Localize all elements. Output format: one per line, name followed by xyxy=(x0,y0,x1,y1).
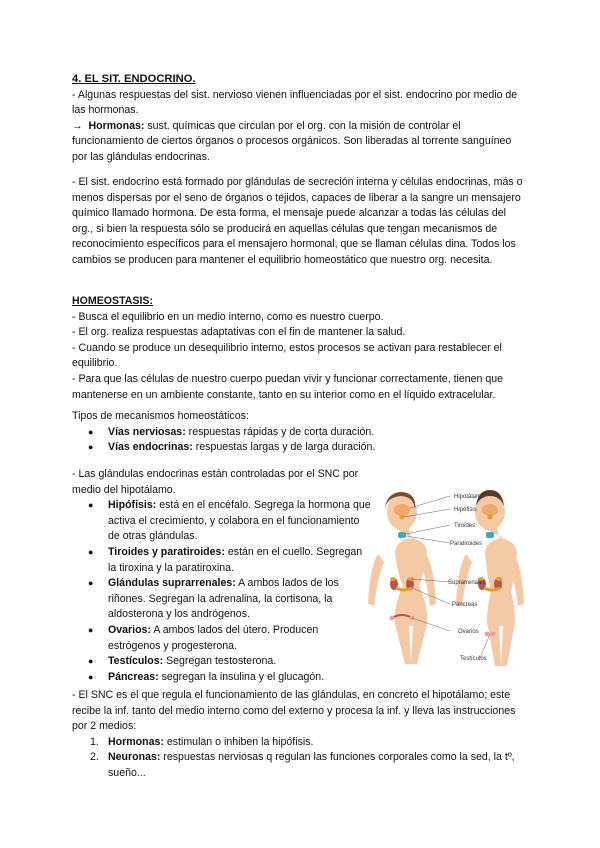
endocrine-diagram xyxy=(362,484,530,674)
sistema-section xyxy=(72,175,527,269)
label-hipotalamo: Hipotálamo xyxy=(454,494,485,500)
list-item: ● Ovarios: A ambos lados del útero. Producen estrógenos y progesterona. xyxy=(72,623,372,654)
list-item: ● Hipófisis: está en el encéfalo. Segrega la hormona que activa el crecimiento, y colabora en el funcionamiento de otras glándulas. xyxy=(72,498,372,545)
glandulas-list xyxy=(72,498,372,685)
snc-intro: - El SNC es el que regula el funcionamiento de las glándulas, en concreto el hipotálamo; este recibe la inf. tanto del medio interno como del externo y procesa la inf. y lleva las instrucciones por 2 medios: xyxy=(72,689,516,733)
homeostasis-line: - Busca el equilibrio en un medio interno, como es nuestro cuerpo. xyxy=(72,310,384,323)
label-hipofisis: Hipófisis xyxy=(454,507,477,513)
label-testiculos: Testículos xyxy=(460,656,487,662)
hormonas-text: sust. químicas que circulan por el org. con la misión de controlar el funcionamiento de ciertos órganos o procesos orgánicos. Son liberadas al torrente sanguíneo por las glándulas endocrinas. xyxy=(72,119,512,163)
label-tiroides: Tiroides xyxy=(454,523,476,529)
list-item: ● Glándulas suprarrenales: A ambos lados de los riñones. Segregan la adrenalina, la cortisona, la aldosterona y los andrógenos. xyxy=(72,576,372,623)
list-item: ● Páncreas: segregan la insulina y el glucagón. xyxy=(72,670,372,686)
glandulas-intro: - Las glándulas endocrinas están controladas por el SNC por medio del hipotálamo. xyxy=(72,468,359,496)
list-item: ● Tiroides y paratiroides: están en el cuello. Segregan la tiroxina y la paratiroxina. xyxy=(72,545,372,576)
list-item: ● Vías nerviosas: respuestas rápidas y de corta duración. xyxy=(72,425,527,441)
mecanismos-heading: Tipos de mecanismos homeostáticos: xyxy=(72,410,249,422)
homeostasis-heading: HOMEOSTASIS: xyxy=(72,295,154,307)
label-paratiroides: Paratiroides xyxy=(450,541,483,547)
intro-section xyxy=(72,72,527,166)
list-item: 2. Neuronas: respuestas nerviosas q regulan las funciones corporales como la sed, la tº, sueño... xyxy=(90,751,515,779)
mecanismos-section xyxy=(72,409,527,456)
list-item: 1. Hormonas: estimulan o inhiben la hipófisis. xyxy=(90,735,314,748)
hormonas-label: Hormonas: xyxy=(88,119,145,132)
arrow-icon: → xyxy=(72,119,83,132)
sistema-paragraph: - El sist. endocrino está formado por glándulas de secreción interna y células endocrinas, más o menos dispersas por el seno de órganos o tejidos, capaces de liberar a la sangre un mensajero químico llamado hormona. De esta forma, el mensaje puede alcanzar a todas las células del org., si bien la respuesta sólo se producirá en aquellas células que tengan mecanismos de reconocimiento específicos para el mensajero hormonal, que se llaman células dina. Todos los cambios se producen para mantener el equilibrio homeostático que nuestro org. necesita. xyxy=(72,176,523,266)
homeostasis-line: - El org. realiza respuestas adaptativas con el fin de mantener la salud. xyxy=(72,326,406,339)
list-item: ● Testículos: Segregan testosterona. xyxy=(72,654,372,670)
male-body xyxy=(456,490,524,666)
mecanismos-list xyxy=(72,425,527,456)
list-item: ● Vías endocrinas: respuestas largas y de larga duración. xyxy=(72,440,527,456)
label-ovarios: Ovarios xyxy=(458,629,479,635)
endocrine-figure xyxy=(362,484,530,674)
snc-list xyxy=(72,735,527,782)
homeostasis-line: - Para que las células de nuestro cuerpo puedan vivir y funcionar correctamente, tienen que mantenerse en un ambiente constante, tanto en su interior como en el líquido extracelular. xyxy=(72,372,504,401)
label-suprarrenales: Suprarrenales xyxy=(448,580,486,586)
hormonas-definition xyxy=(72,119,527,166)
page-title: 4. EL SIT. ENDOCRINO. xyxy=(72,73,196,85)
homeostasis-line: - Cuando se produce un desequilibrio interno, estos procesos se activan para restablecer el equilibrio. xyxy=(72,341,502,370)
snc-section xyxy=(72,688,527,782)
glandulas-section xyxy=(72,467,372,685)
intro-text: - Algunas respuestas del sist. nervioso vienen influenciadas por el sist. endocrino por medio de las hormonas. xyxy=(72,88,518,117)
female-body xyxy=(368,492,436,664)
label-pancreas: Páncreas xyxy=(452,602,478,608)
homeostasis-section xyxy=(72,294,527,403)
